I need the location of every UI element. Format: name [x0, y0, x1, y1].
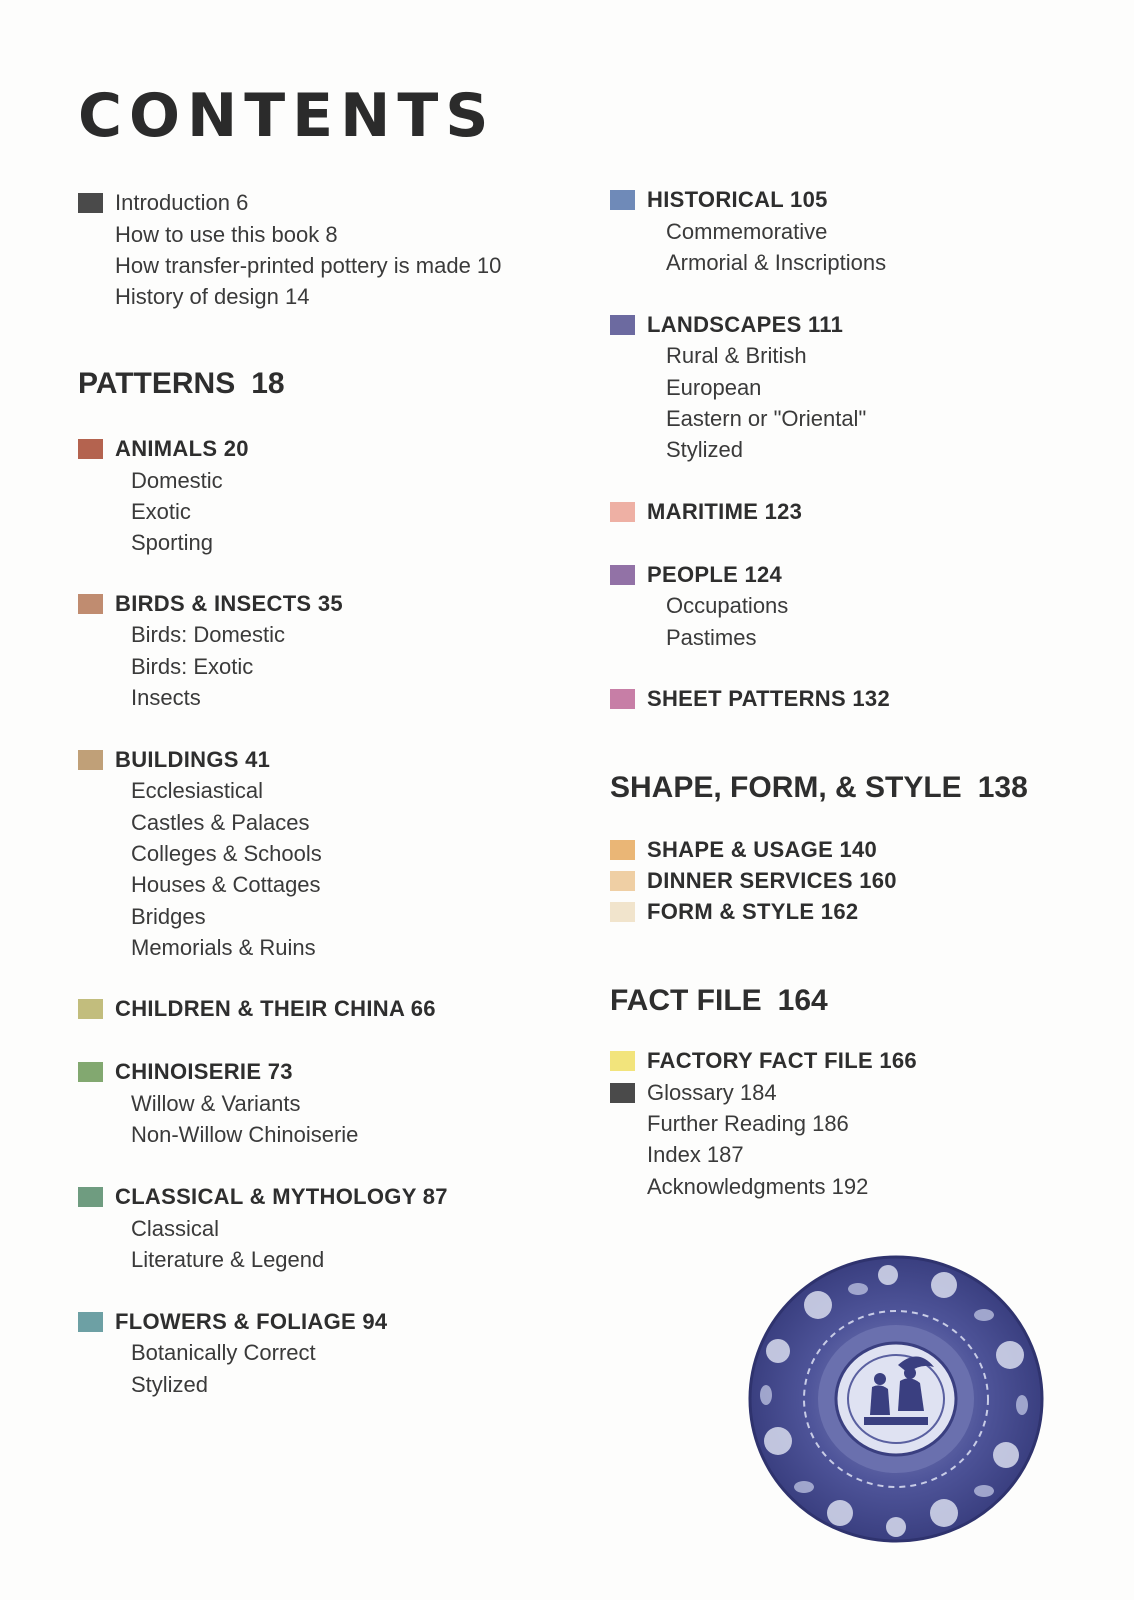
subcategory-item[interactable]: Willow & Variants: [131, 1091, 301, 1117]
subcategory-item[interactable]: Occupations: [666, 593, 789, 619]
intro-label: Introduction 6: [115, 190, 249, 215]
subcategory-item[interactable]: Rural & British: [666, 343, 807, 369]
color-swatch: [78, 999, 103, 1019]
color-swatch: [78, 1312, 103, 1332]
subcategory-item[interactable]: Commemorative: [666, 218, 828, 244]
color-swatch: [610, 565, 635, 585]
subcategory-item[interactable]: Classical: [131, 1215, 220, 1241]
subcategory-item[interactable]: Domestic: [131, 467, 223, 493]
subcategory-item[interactable]: Eastern or "Oriental": [666, 405, 867, 431]
acknowledgments-entry[interactable]: Acknowledgments 192: [647, 1173, 869, 1199]
color-swatch: [610, 689, 635, 709]
shape-usage-entry[interactable]: SHAPE & USAGE 140: [610, 834, 1090, 866]
category-heading[interactable]: LANDSCAPES 111: [610, 309, 1090, 341]
subcategory-item[interactable]: Memorials & Ruins: [131, 934, 316, 960]
subcategory-item[interactable]: Birds: Exotic: [131, 653, 254, 679]
color-swatch: [78, 439, 103, 459]
category-flowers: [78, 1306, 578, 1401]
shape-items: [610, 834, 1090, 928]
color-swatch: [610, 902, 635, 922]
subcategory-item[interactable]: Sporting: [131, 530, 213, 556]
color-swatch: [610, 840, 635, 860]
subcategory-item[interactable]: Ecclesiastical: [131, 778, 264, 804]
color-swatch: [78, 193, 103, 213]
intro-entry[interactable]: [78, 187, 578, 219]
category-sheet-patterns: [610, 683, 1090, 715]
factory-fact-file-entry[interactable]: FACTORY FACT FILE 166: [610, 1045, 1090, 1077]
subcategory-item[interactable]: Stylized: [666, 437, 744, 463]
color-swatch: [610, 1051, 635, 1071]
subcategory-item[interactable]: Pastimes: [666, 624, 757, 650]
page-title: CONTENTS: [78, 81, 496, 151]
subcategory-item[interactable]: Houses & Cottages: [131, 872, 321, 898]
category-heading[interactable]: CHINOISERIE 73: [78, 1056, 578, 1088]
color-swatch: [78, 594, 103, 614]
category-children: [78, 993, 578, 1025]
category-birds-insects: [78, 588, 578, 714]
how-made-entry[interactable]: How transfer-printed pottery is made 10: [115, 252, 502, 278]
subcategory-item[interactable]: Castles & Palaces: [131, 809, 310, 835]
color-swatch: [78, 1062, 103, 1082]
subcategory-item[interactable]: Botanically Correct: [131, 1340, 316, 1366]
category-maritime: [610, 496, 1090, 528]
color-swatch: [610, 502, 635, 522]
glossary-entry[interactable]: Glossary 184: [610, 1077, 1090, 1108]
subcategory-item[interactable]: European: [666, 374, 762, 400]
factfile-heading: FACT FILE 164: [610, 984, 828, 1018]
category-classical: [78, 1181, 578, 1276]
shape-heading: SHAPE, FORM, & STYLE 138: [610, 771, 1028, 805]
color-swatch: [78, 750, 103, 770]
category-historical: [610, 184, 1090, 279]
category-heading[interactable]: BIRDS & INSECTS 35: [78, 588, 578, 620]
subcategory-item[interactable]: Exotic: [131, 498, 191, 524]
category-people: [610, 559, 1090, 654]
history-entry[interactable]: History of design 14: [115, 284, 310, 310]
right-column: [610, 184, 1090, 1202]
category-chinoiserie: [78, 1056, 578, 1151]
category-heading[interactable]: CLASSICAL & MYTHOLOGY 87: [78, 1181, 578, 1213]
category-heading[interactable]: FLOWERS & FOLIAGE 94: [78, 1306, 578, 1338]
subcategory-item[interactable]: Stylized: [131, 1371, 209, 1397]
category-heading[interactable]: MARITIME 123: [610, 496, 1090, 528]
category-heading[interactable]: ANIMALS 20: [78, 433, 578, 465]
category-buildings: [78, 744, 578, 964]
patterns-heading: PATTERNS 18: [78, 366, 285, 400]
factfile-items: [610, 1045, 1090, 1202]
form-style-entry[interactable]: FORM & STYLE 162: [610, 896, 1090, 928]
category-heading[interactable]: SHEET PATTERNS 132: [610, 683, 1090, 715]
how-to-use-entry[interactable]: How to use this book 8: [115, 221, 338, 247]
index-entry[interactable]: Index 187: [647, 1142, 744, 1168]
subcategory-item[interactable]: Bridges: [131, 903, 206, 929]
intro-section: [78, 187, 578, 313]
color-swatch: [610, 1083, 635, 1103]
category-landscapes: [610, 309, 1090, 466]
subcategory-item[interactable]: Literature & Legend: [131, 1246, 325, 1272]
blue-transfer-plate-image: [748, 1255, 1044, 1543]
color-swatch: [610, 190, 635, 210]
left-column: [78, 187, 578, 1400]
color-swatch: [610, 315, 635, 335]
subcategory-item[interactable]: Birds: Domestic: [131, 622, 286, 648]
category-heading[interactable]: BUILDINGS 41: [78, 744, 578, 776]
category-animals: [78, 433, 578, 559]
subcategory-item[interactable]: Colleges & Schools: [131, 840, 322, 866]
subcategory-item[interactable]: Armorial & Inscriptions: [666, 249, 887, 275]
dinner-services-entry[interactable]: DINNER SERVICES 160: [610, 865, 1090, 897]
category-heading[interactable]: CHILDREN & THEIR CHINA 66: [78, 993, 578, 1025]
color-swatch: [610, 871, 635, 891]
category-heading[interactable]: PEOPLE 124: [610, 559, 1090, 591]
subcategory-item[interactable]: Insects: [131, 685, 201, 711]
further-reading-entry[interactable]: Further Reading 186: [647, 1111, 849, 1137]
category-heading[interactable]: HISTORICAL 105: [610, 184, 1090, 216]
subcategory-item[interactable]: Non-Willow Chinoiserie: [131, 1122, 359, 1148]
color-swatch: [78, 1187, 103, 1207]
